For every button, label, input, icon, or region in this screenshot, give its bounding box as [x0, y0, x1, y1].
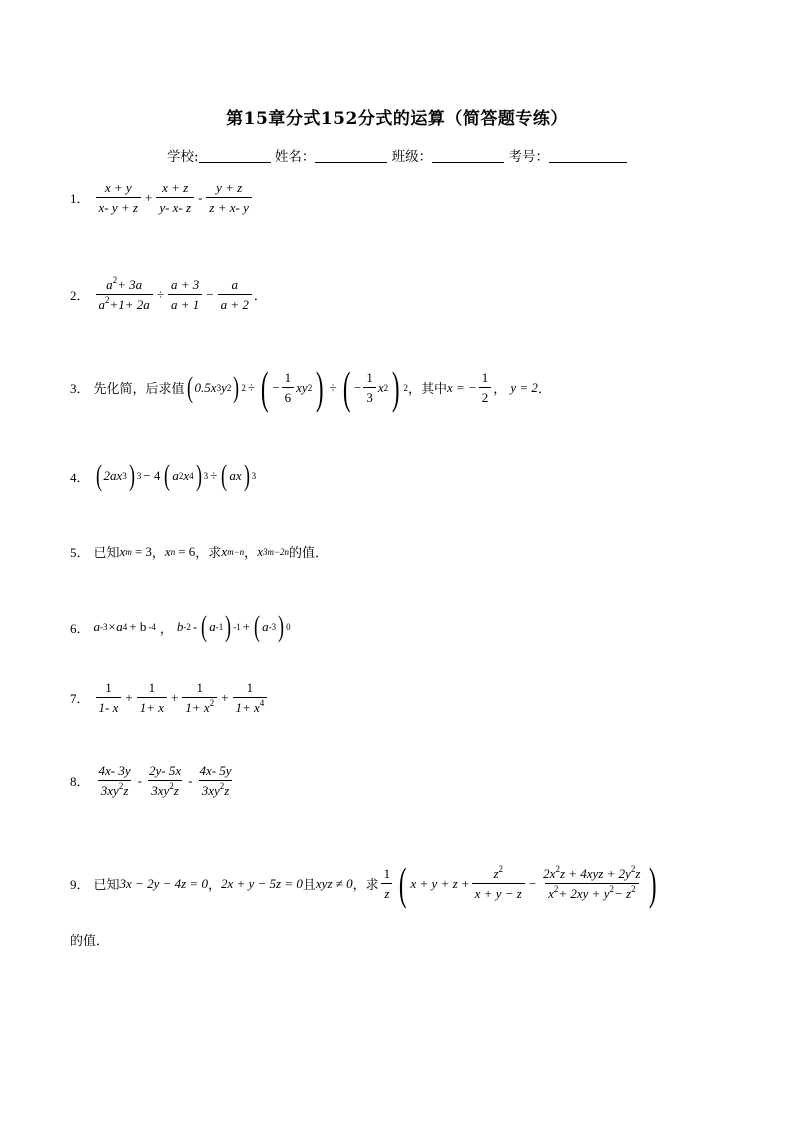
problem-1: 1． $\frac{x + y}{x- y + z}$ + $\frac{x + z}{y- x- z}$ - $\frac{y + z}{z + x- y}$: [70, 180, 254, 215]
student-info-row: [0, 145, 794, 165]
fraction: $\frac{1}{2}$: [479, 370, 492, 405]
problem-8: 8． $\frac{4x- 3y}{3xy^2z}$ - $\frac{2y- 5x}{3xy^2z}$ - $\frac{4x- 5y}{3xy^2z}$: [70, 763, 237, 798]
fraction: $\frac{1}{z}$: [381, 866, 394, 901]
fraction: $\frac{x + y}{x- y + z}$: [96, 180, 141, 215]
problem-4: 4． ( 2ax 3 ) 3 − 4 ( a 2 x 4 ) 3 ÷ ( ax ) 3: [70, 459, 257, 492]
fraction: $\frac{1}{6}$: [282, 370, 295, 405]
class-field[interactable]: [432, 148, 504, 163]
problem-9-continuation: 的值．: [70, 934, 110, 949]
problem-number: 4．: [70, 469, 90, 485]
fraction: $\frac{a + 3}{a + 1}$: [168, 277, 202, 312]
fraction: $\frac{1}{1- x}$: [96, 680, 122, 715]
fraction: $\frac{2x^2z + 4xyz + 2y^2z}{x^2+ 2xy + y^2- z^2}$: [543, 864, 641, 901]
number-field[interactable]: [549, 148, 627, 163]
problem-number: 6．: [70, 620, 90, 636]
fraction: $\frac{1}{1+ x^4}$: [233, 680, 268, 715]
fraction: $\frac{x + z}{y- x- z}$: [156, 180, 194, 215]
problem-number: 5．: [70, 545, 90, 560]
fraction: $\frac{1}{1+ x}$: [137, 680, 167, 715]
problem-7: 7． $\frac{1}{1- x}$ + $\frac{1}{1+ x}$ + $\frac{1}{1+ x^2}$ + $\frac{1}{1+ x^4}$: [70, 680, 269, 715]
problem-9: 9． 已知 3x − 2y − 4z = 0 ， 2x + y − 5z = 0 且 xyz ≠ 0 ，求 $\frac{1}{z}$ ( x + y + z + $\frac{z^2}{x + y - z}$ − $\frac{2x^2z + 4xyz + 2y^2z}{x^2+ 2xy + y^2- z^2}$ ): [70, 857, 657, 909]
problem-number: 7．: [70, 691, 90, 706]
problem-number: 3．: [70, 381, 90, 396]
page-title: 第15章分式152分式的运算（简答题专练）: [226, 109, 568, 129]
problem-number: 1．: [70, 191, 90, 206]
problem-number: 2．: [70, 288, 90, 303]
fraction: $\frac{a^2+ 3a}{a^2+1+ 2a}$: [96, 277, 153, 312]
number-label: 考号：: [508, 149, 549, 165]
name-field[interactable]: [315, 148, 387, 163]
school-label: 学校:: [167, 149, 199, 165]
fraction: $\frac{4x- 5y}{3xy^2z}$: [199, 763, 232, 798]
fraction: $\frac{a}{a + 2}$: [218, 277, 252, 312]
fraction: $\frac{1}{1+ x^2}$: [182, 680, 217, 715]
class-label: 班级：: [391, 149, 433, 165]
fraction: $\frac{4x- 3y}{3xy^2z}$: [98, 763, 131, 798]
name-label: 姓名：: [274, 149, 316, 165]
fraction: $\frac{y + z}{z + x- y}$: [206, 180, 251, 215]
problem-6: 6． a -3 ×a 4 + b -4 ， b -2 - ( a -1 ) -1 + ( a -3 ) 0: [70, 610, 291, 643]
problem-2: 2． $\frac{a^2+ 3a}{a^2+1+ 2a}$ ÷ $\frac{a + 3}{a + 1}$ − $\frac{a}{a + 2}$ ．: [70, 275, 267, 312]
school-field[interactable]: [199, 148, 271, 163]
problem-5: 5． 已知 x m = 3 ， x n = 6 ，求 x m−n ， x 3m−2n 的值．: [70, 543, 329, 561]
problem-3: 3． 先化简，后求值 ( 0.5x 3 y 2 ) 2 ÷ ( − $\frac{1}{6}$ xy 2 ) ÷ ( − $\frac{1}{3}$ x 2 ) 2 ，其中 x = − $\frac{1}{2}$ ， y = 2 ．: [70, 361, 551, 413]
fraction: $\frac{2y- 5x}{3xy^2z}$: [148, 763, 182, 798]
problem-number: 9．: [70, 877, 90, 892]
fraction: $\frac{1}{3}$: [363, 370, 376, 405]
fraction: $\frac{z^2}{x + y - z}$: [472, 866, 525, 901]
problem-number: 8．: [70, 774, 90, 789]
